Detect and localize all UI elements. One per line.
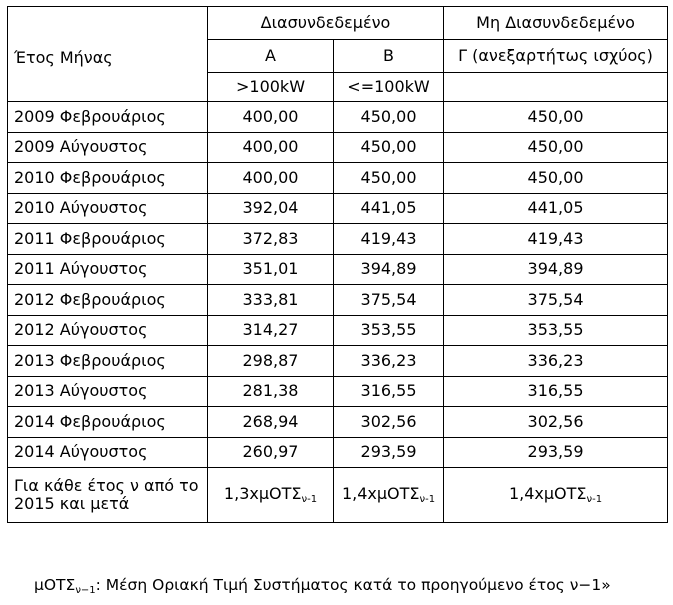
header-interconnected: Διασυνδεδεμένο [208,7,444,40]
cell-b: 394,89 [334,254,444,285]
header-col-b: Β [334,40,444,73]
cell-a: 400,00 [208,132,334,163]
table-row [8,102,668,133]
cell-a: 372,83 [208,224,334,255]
table-row [8,346,668,377]
cell-period: 2012 Φεβρουάριος [8,285,208,316]
cell-c: 450,00 [444,163,668,194]
cell-period: 2011 Αύγουστος [8,254,208,285]
last-row-period-line2: 2015 και μετά [14,494,130,513]
last-row-b-sub: ν-1 [419,493,436,505]
cell-a: 281,38 [208,376,334,407]
cell-b: 450,00 [334,163,444,194]
cell-c: 302,56 [444,407,668,438]
cell-period: 2009 Αύγουστος [8,132,208,163]
header-non-interconnected: Μη Διασυνδεδεμένο [444,7,668,40]
cell-c: 293,59 [444,437,668,468]
cell-period: 2014 Αύγουστος [8,437,208,468]
cell-a: 260,97 [208,437,334,468]
cell-a: 400,00 [208,102,334,133]
cell-period: 2012 Αύγουστος [8,315,208,346]
cell-a: 400,00 [208,163,334,194]
last-row-a-text: 1,3xμΟΤΣ [223,483,302,503]
cell-b: 293,59 [334,437,444,468]
cell-c: 336,23 [444,346,668,377]
cell-a: 333,81 [208,285,334,316]
footnote-prefix: μΟΤΣ [34,576,76,594]
cell-a: 351,01 [208,254,334,285]
last-row-c-text: 1,4xμΟΤΣ [508,483,587,503]
cell-b: 450,00 [334,132,444,163]
last-row-period-line1: Για κάθε έτος ν από το [14,475,199,495]
table-row [8,254,668,285]
table-row [8,437,668,468]
cell-period: 2010 Φεβρουάριος [8,163,208,194]
cell-b: 353,55 [334,315,444,346]
cell-b: 336,23 [334,346,444,377]
cell-c: 353,55 [444,315,668,346]
cell-c: 450,00 [444,132,668,163]
cell-a: 392,04 [208,193,334,224]
table-row [8,407,668,438]
table-row [8,224,668,255]
table-row [8,285,668,316]
cell-period: 2011 Φεβρουάριος [8,224,208,255]
cell-c: 450,00 [444,102,668,133]
cell-period: 2013 Αύγουστος [8,376,208,407]
cell-b: 375,54 [334,285,444,316]
last-row-c [444,468,668,523]
cell-b: 316,55 [334,376,444,407]
cell-b: 450,00 [334,102,444,133]
cell-c: 375,54 [444,285,668,316]
footnote-sub: ν−1 [75,585,96,596]
table-row [8,376,668,407]
table-row [8,193,668,224]
cell-b: 419,43 [334,224,444,255]
cell-period: 2009 Φεβρουάριος [8,102,208,133]
unit-a: >100kW [208,73,334,102]
price-table [7,6,668,523]
cell-b: 441,05 [334,193,444,224]
footnote-text: : Μέση Οριακή Τιμή Συστήματος κατά το προηγούμενο έτος ν−1» [95,576,611,594]
unit-c-empty [444,73,668,102]
cell-a: 314,27 [208,315,334,346]
footnote [34,576,611,596]
last-row-a-sub: ν-1 [301,493,318,505]
cell-c: 419,43 [444,224,668,255]
table-row [8,132,668,163]
cell-period: 2013 Φεβρουάριος [8,346,208,377]
header-col-a: Α [208,40,334,73]
last-row-b [334,468,444,523]
cell-period: 2014 Φεβρουάριος [8,407,208,438]
table-row [8,163,668,194]
table-row [8,315,668,346]
cell-c: 394,89 [444,254,668,285]
last-row-period [8,468,208,523]
unit-b: <=100kW [334,73,444,102]
cell-c: 441,05 [444,193,668,224]
cell-a: 268,94 [208,407,334,438]
header-year-month: Έτος Μήνας [8,7,208,102]
cell-period: 2010 Αύγουστος [8,193,208,224]
cell-a: 298,87 [208,346,334,377]
last-row-b-text: 1,4xμΟΤΣ [341,483,420,503]
cell-b: 302,56 [334,407,444,438]
last-row-a [208,468,334,523]
last-row-c-sub: ν-1 [586,493,603,505]
cell-c: 316,55 [444,376,668,407]
header-col-c: Γ (ανεξαρτήτως ισχύος) [444,40,668,73]
